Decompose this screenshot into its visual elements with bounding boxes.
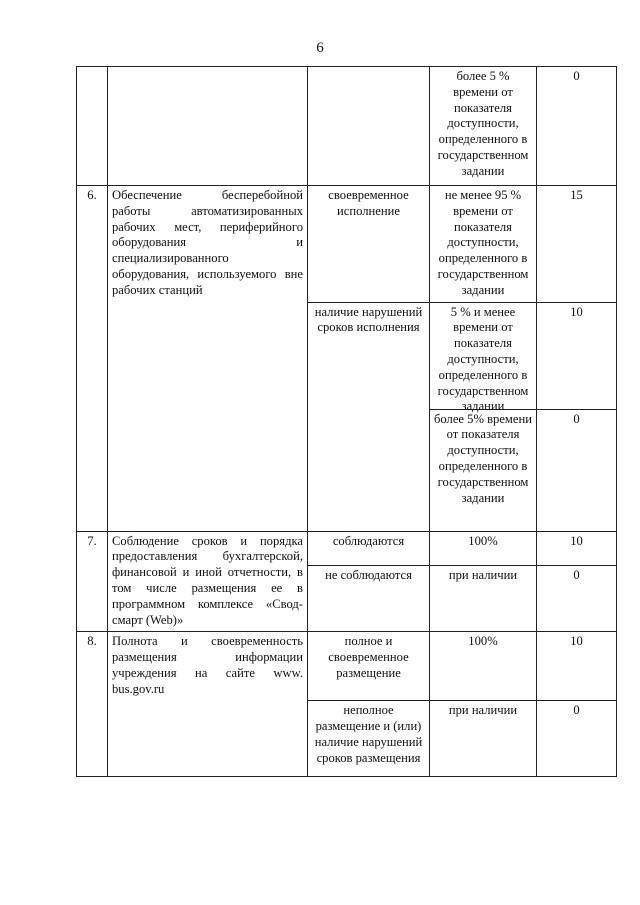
- indicator-description: Полнота и своевременность размещения информации учреждения на сайте www. bus.gov.ru: [108, 632, 308, 777]
- indicator-description: [108, 67, 308, 186]
- table-row: [77, 632, 617, 701]
- table-row: [77, 531, 617, 566]
- score-cell: 0: [537, 566, 617, 632]
- score-cell: 0: [573, 411, 580, 426]
- criterion-cell: [308, 67, 430, 186]
- row-number: 6.: [77, 186, 108, 532]
- score-cell: 10: [537, 303, 616, 410]
- row-number: 8.: [77, 632, 108, 777]
- score-cell: 15: [537, 186, 617, 303]
- criterion-cell: неполное размещение и (или) наличие нарушений сроков размещения: [308, 701, 430, 777]
- criterion-cell: не соблюдаются: [308, 566, 430, 632]
- criterion-cell: наличие нарушений сроков исполнения: [308, 302, 430, 531]
- value-cell: 5 % и менее времени от показателя доступности, определенного в государственном задании: [430, 303, 536, 410]
- row-number: 7.: [77, 531, 108, 632]
- table-row: [77, 67, 617, 186]
- criterion-cell: своевременное исполнение: [308, 186, 430, 303]
- value-cell: при наличии: [430, 566, 537, 632]
- criterion-cell: полное и своевременное размещение: [308, 632, 430, 701]
- value-split-cell: [430, 302, 537, 531]
- value-cell: при наличии: [430, 701, 537, 777]
- score-cell: 0: [537, 67, 617, 186]
- criterion-cell: соблюдаются: [308, 531, 430, 566]
- value-cell: не менее 95 % времени от показателя доступности, определенного в государственном задании: [430, 186, 537, 303]
- value-cell: 100%: [430, 531, 537, 566]
- row-number: [77, 67, 108, 186]
- score-cell: 0: [537, 701, 617, 777]
- page-number: 6: [316, 40, 324, 56]
- indicator-description: Обеспечение бесперебойной работы автоматизированных рабочих мест, периферийного оборудования и специализированного оборудования, используемого вне рабочих станций: [108, 186, 308, 532]
- score-split-cell: [537, 302, 617, 531]
- criteria-table: [76, 66, 617, 777]
- indicator-description: Соблюдение сроков и порядка предоставления бухгалтерской, финансовой и иной отчетности, в том числе размещения ее в программном комплексе «Свод-смарт (Web)»: [108, 531, 308, 632]
- table-row: [77, 186, 617, 303]
- value-cell: более 5% времени от показателя доступности, определенного в государственном задании: [434, 411, 532, 505]
- score-cell: 10: [537, 632, 617, 701]
- value-cell: 100%: [430, 632, 537, 701]
- score-cell: 10: [537, 531, 617, 566]
- value-cell: более 5 % времени от показателя доступности, определенного в государственном задании: [430, 67, 537, 186]
